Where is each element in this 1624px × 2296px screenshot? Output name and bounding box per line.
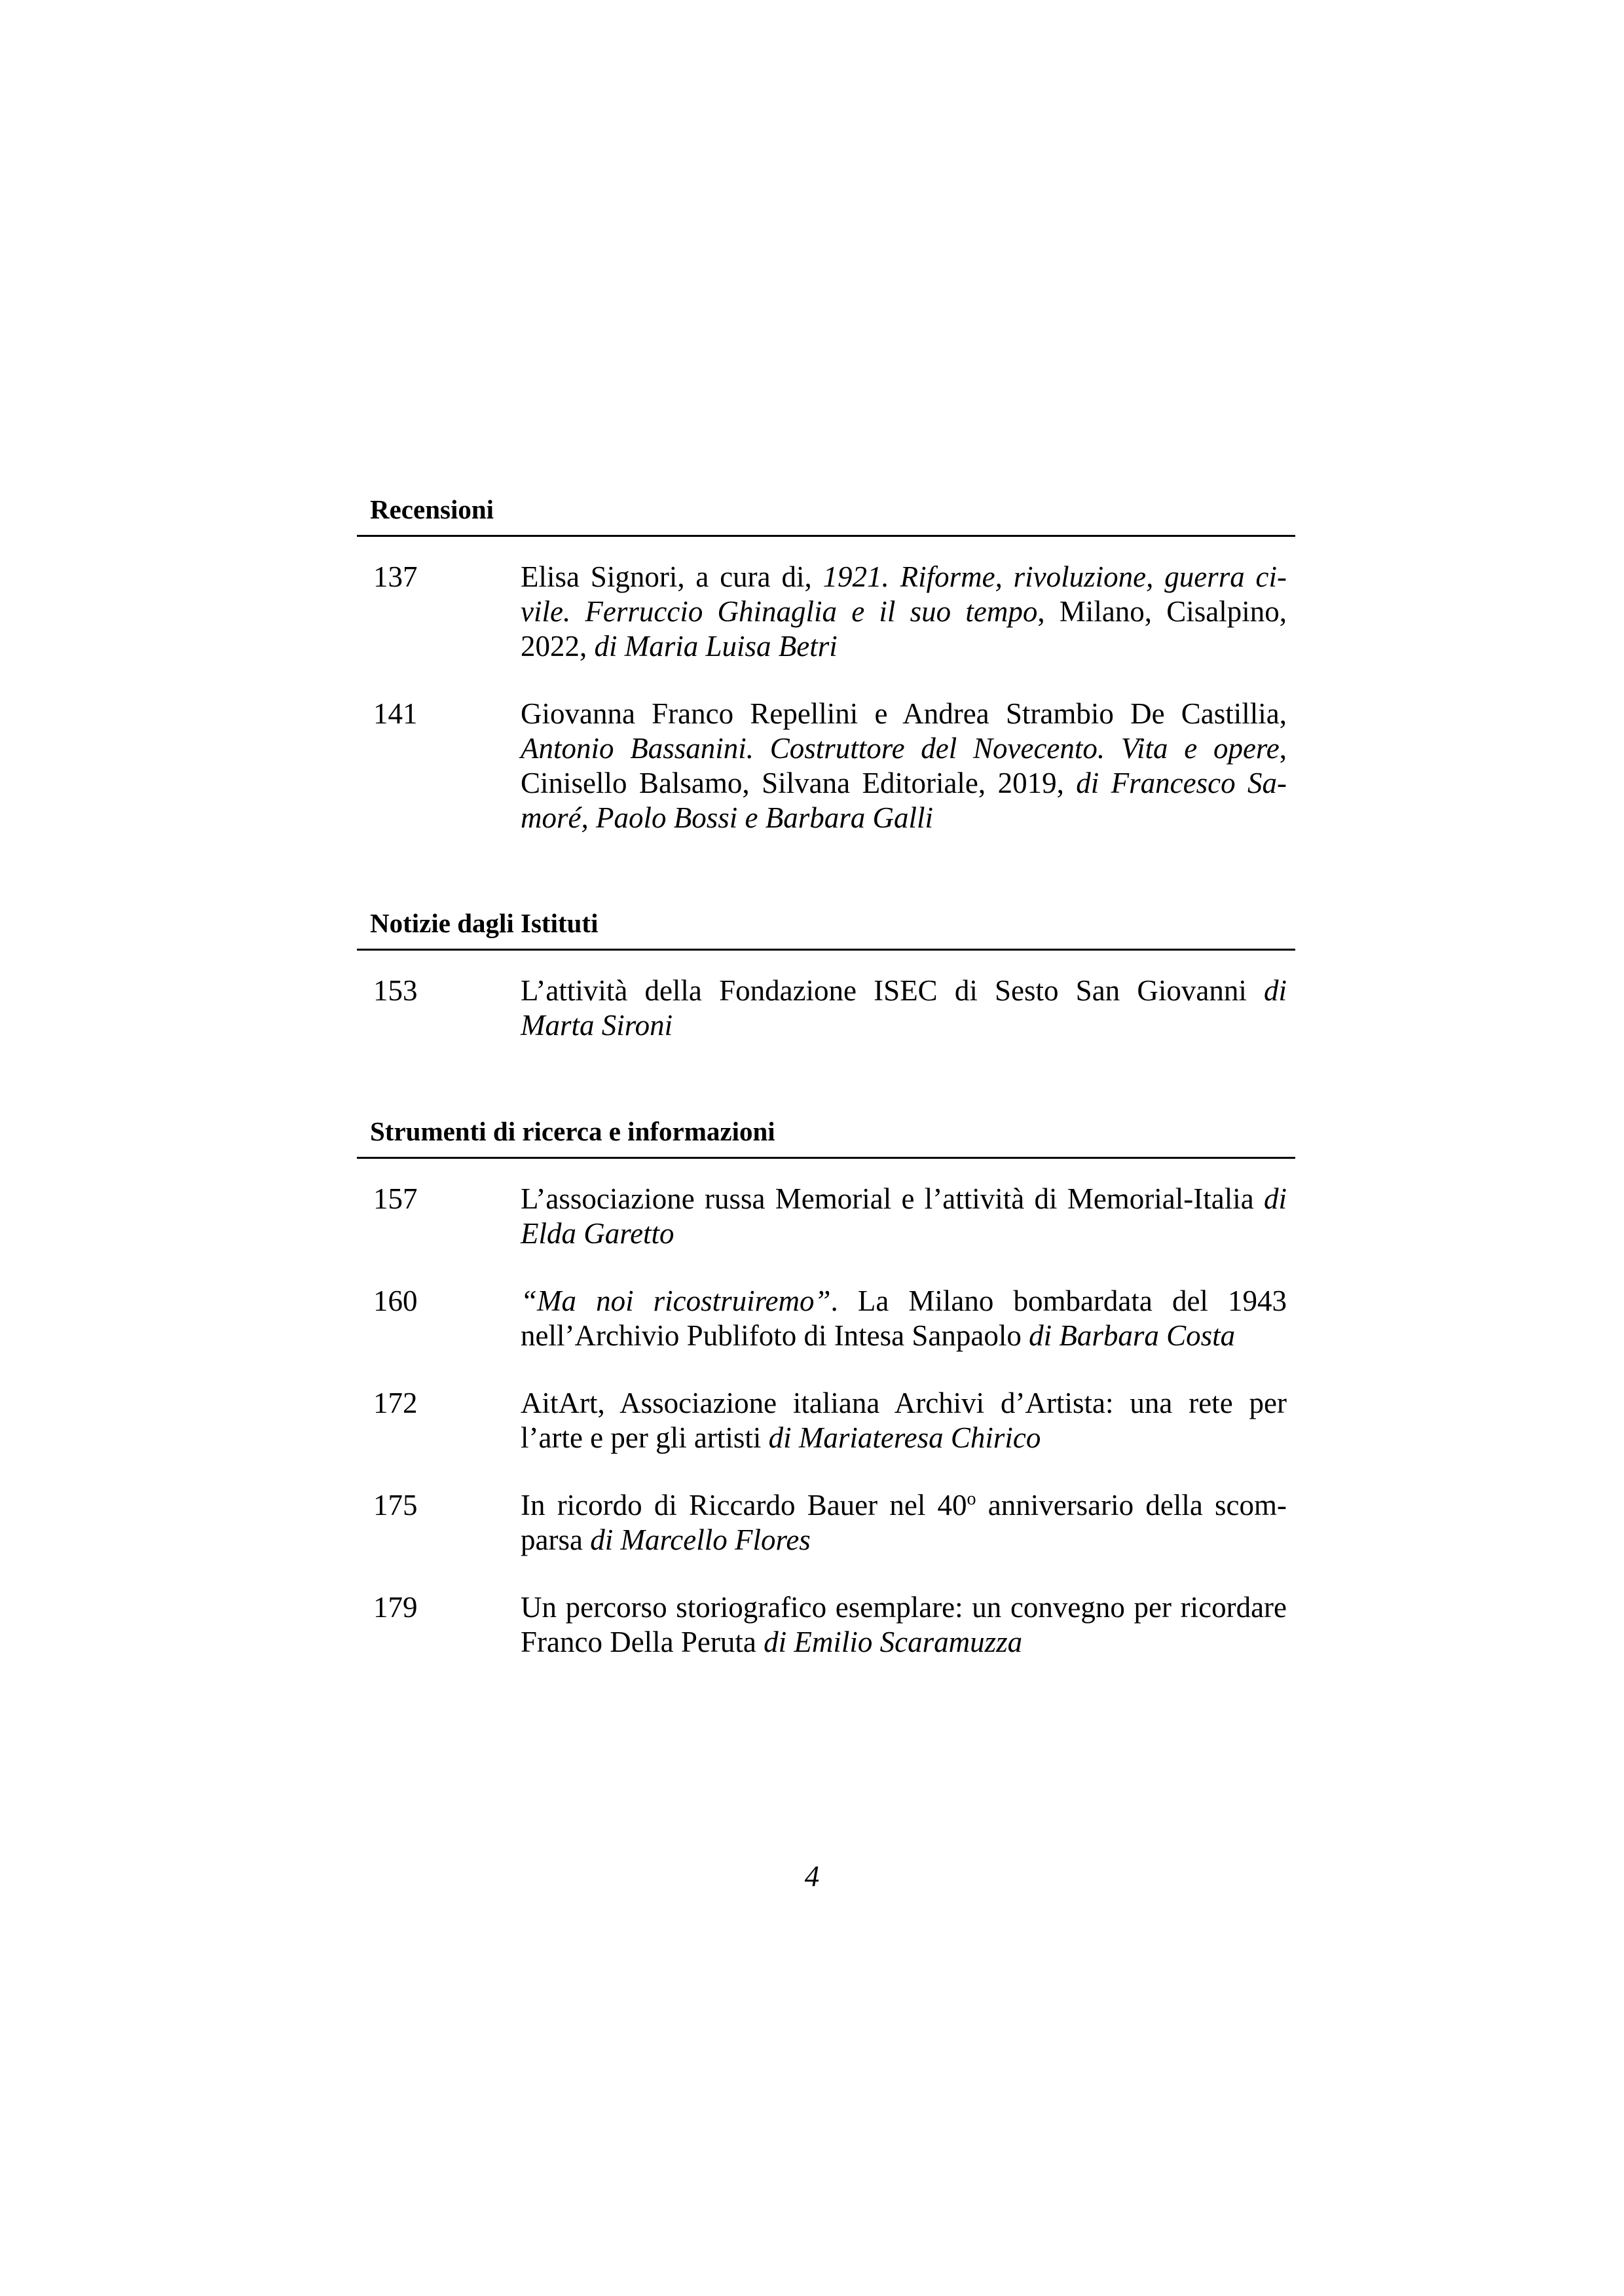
toc-entry[interactable] <box>357 1488 1295 1558</box>
entry-text-part: Un percorso storiografico esemplare: un convegno per ricordare Franco Della Peruta <box>521 1591 1287 1658</box>
entry-page-number: 137 <box>373 560 418 593</box>
entry-text <box>521 1182 1287 1251</box>
entry-text <box>521 974 1287 1043</box>
entry-text <box>521 1590 1287 1660</box>
toc-entry[interactable] <box>357 697 1295 835</box>
entry-list <box>357 974 1295 1043</box>
entry-text <box>521 697 1287 835</box>
entry-text <box>521 560 1287 664</box>
entry-text-part: AitArt, Associazione italiana Archivi d’Artista: una rete per l’arte e per gli artisti <box>521 1387 1287 1454</box>
entry-page-number: 141 <box>373 697 418 730</box>
entry-author: di Elda Garetto <box>521 1182 1287 1250</box>
entry-text <box>521 1284 1287 1353</box>
section-notizie-dagli-istituti <box>357 907 1295 1043</box>
section-title: Recensioni <box>370 494 494 524</box>
entry-superscript: o <box>967 1489 976 1509</box>
section-rule <box>357 949 1295 951</box>
entry-text <box>521 1488 1287 1558</box>
entry-author: di Marcello Flores <box>590 1523 811 1556</box>
entry-page-number: 153 <box>373 974 418 1007</box>
entry-author: di Mariateresa Chirico <box>768 1421 1041 1454</box>
section-recensioni <box>357 493 1295 835</box>
entry-text-part: Giovanna Franco Repellini e Andrea Strambio De Castillia, <box>521 697 1287 730</box>
entry-list <box>357 1182 1295 1660</box>
entry-text-part: anniversario della scom-parsa <box>521 1489 1287 1556</box>
toc-entry[interactable] <box>357 974 1295 1043</box>
entry-page-number: 179 <box>373 1591 418 1624</box>
entry-text-part: L’attività della Fondazione ISEC di Sesto San Giovanni <box>521 974 1264 1007</box>
entry-author: di Maria Luisa Betri <box>594 630 838 663</box>
toc-entry[interactable] <box>357 1386 1295 1455</box>
toc-entry[interactable] <box>357 1590 1295 1660</box>
entry-author: di Barbara Costa <box>1029 1319 1236 1352</box>
section-title: Notizie dagli Istituti <box>370 908 599 938</box>
entry-text-part: , Cinisello Balsamo, Silvana Editoriale, 2019, <box>521 732 1287 799</box>
section-strumenti-di-ricerca <box>357 1115 1295 1660</box>
entry-page-number: 172 <box>373 1387 418 1419</box>
toc-entry[interactable] <box>357 1284 1295 1353</box>
entry-text-part: “Ma noi ricostruiremo” <box>521 1285 831 1317</box>
entry-page-number: 175 <box>373 1489 418 1522</box>
section-title: Strumenti di ricerca e informazioni <box>370 1116 775 1146</box>
entry-author: di Francesco Sa-moré, Paolo Bossi e Barbara Galli <box>521 767 1287 834</box>
entry-author: di Emilio Scaramuzza <box>764 1626 1023 1658</box>
toc-entry[interactable] <box>357 560 1295 664</box>
entry-text-part: In ricordo di Riccardo Bauer nel 40 <box>521 1489 967 1522</box>
entry-text-part: 1921. Riforme, rivoluzione, guerra ci-vile. Ferruccio Ghinaglia e il suo tempo <box>521 560 1287 628</box>
entry-author: di Marta Sironi <box>521 974 1287 1042</box>
page-number: 4 <box>804 1860 820 1893</box>
entry-text-part: Elisa Signori, a cura di, <box>521 560 823 593</box>
entry-page-number: 160 <box>373 1285 418 1317</box>
entry-text <box>521 1386 1287 1455</box>
entry-page-number: 157 <box>373 1182 418 1215</box>
entry-text-part: , Milano, Cisalpino, 2022, <box>521 595 1287 663</box>
section-rule <box>357 535 1295 537</box>
toc-entry[interactable] <box>357 1182 1295 1251</box>
entry-list <box>357 560 1295 835</box>
section-rule <box>357 1157 1295 1159</box>
entry-text-part: Antonio Bassanini. Costruttore del Novecento. Vita e opere <box>521 732 1280 765</box>
entry-text-part: L’associazione russa Memorial e l’attività di Memorial-Italia <box>521 1182 1264 1215</box>
entry-text-part: . La Milano bombardata del 1943 nell’Archivio Publifoto di Intesa Sanpaolo <box>521 1285 1287 1352</box>
